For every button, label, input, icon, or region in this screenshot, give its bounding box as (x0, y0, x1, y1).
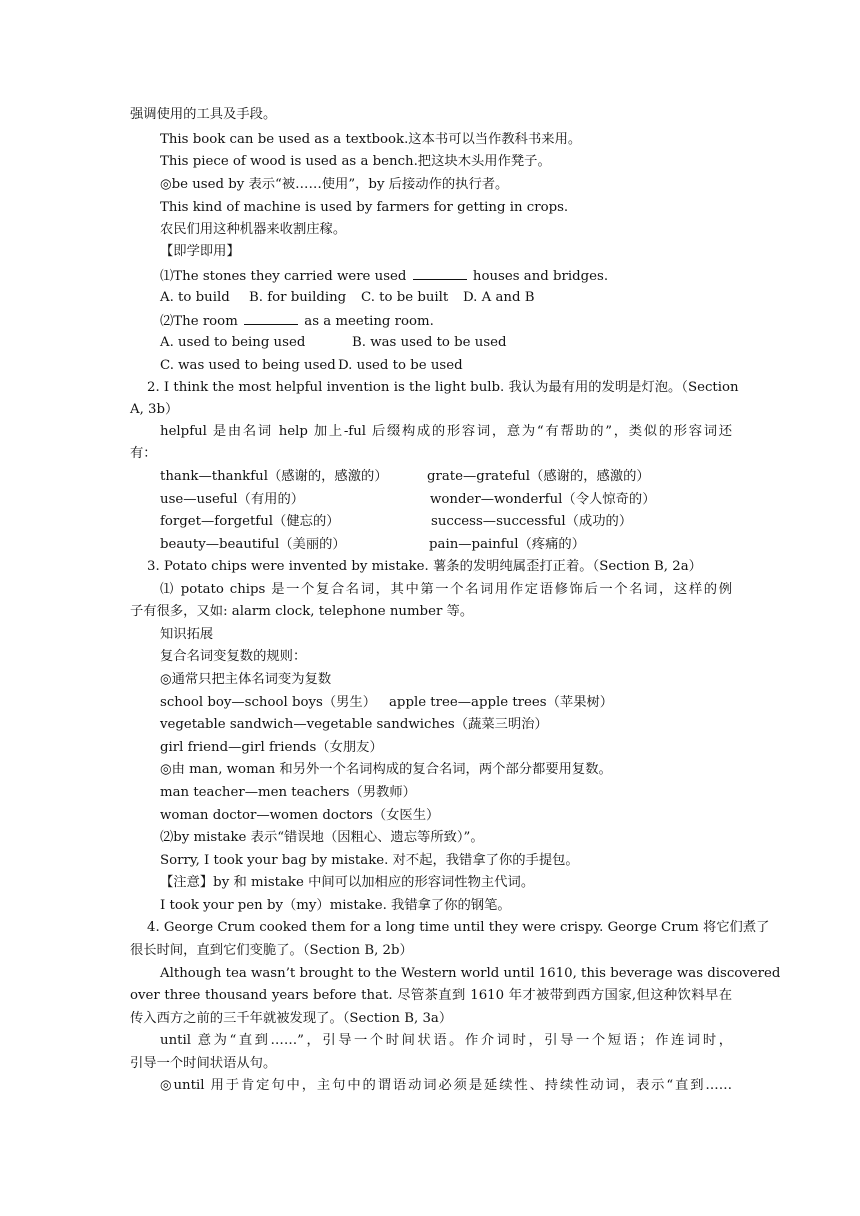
text-line: 有： (130, 446, 157, 461)
option-a: A. to build (160, 290, 230, 305)
text-line: girl friend—girl friends（女朋友） (160, 740, 383, 755)
text-line: This kind of machine is used by farmers for getting in crops. (160, 200, 569, 215)
question-text: ⑴The stones they carried were used (160, 269, 407, 284)
text-line: 传入西方之前的三千年就被发现了。（Section B, 3a） (130, 1011, 453, 1026)
text-line: 2. I think the most helpful invention is the light bulb. 我认为最有用的发明是灯泡。（Section (147, 380, 739, 395)
text-line: A, 3b） (130, 402, 179, 417)
word-pair: wonder—wonderful（令人惊奇的） (430, 492, 656, 507)
text-line: Although tea wasn’t brought to the Western world until 1610, this beverage was discovered (160, 966, 781, 981)
text-line: ◎通常只把主体名词变为复数 (160, 672, 332, 687)
option-d: D. A and B (463, 290, 535, 305)
text-line: 知识拓展 (160, 627, 214, 642)
text-line: ◎由 man, woman 和另外一个名词构成的复合名词，两个部分都要用复数。 (160, 762, 612, 777)
text-line: ◎be used by 表示“被……使用”，by 后接动作的执行者。 (160, 177, 509, 192)
text-line: 引导一个时间状语从句。 (130, 1056, 277, 1071)
word-pair: apple tree—apple trees（苹果树） (389, 695, 614, 710)
text-line: 很长时间，直到它们变脆了。（Section B, 2b） (130, 943, 413, 958)
text-line: 3. Potato chips were invented by mistake. 薯条的发明纯属歪打正着。（Section B, 2a） (147, 559, 702, 574)
text-line: 【注意】by 和 mistake 中间可以加相应的形容词性物主代词。 (160, 875, 535, 890)
section-heading: 【即学即用】 (160, 244, 240, 259)
text-line: vegetable sandwich—vegetable sandwiches（蔬菜三明治） (160, 717, 548, 732)
word-pair: success—successful（成功的） (431, 514, 633, 529)
option-d: D. used to be used (338, 358, 463, 373)
text-line: This piece of wood is used as a bench.把这块木头用作凳子。 (160, 154, 551, 169)
exercise-question-1 (160, 265, 608, 287)
question-text: as a meeting room. (304, 314, 434, 329)
answer-blank (413, 265, 467, 280)
text-line: ⑴ potato chips 是一个复合名词，其中第一个名词用作定语修饰后一个名词，这样的例 (160, 582, 732, 597)
text-line: woman doctor—women doctors（女医生） (160, 808, 440, 823)
exercise-question-2 (160, 310, 434, 332)
word-pair: beauty—beautiful（美丽的） (160, 537, 346, 552)
text-line: helpful 是由名词 help 加上-ful 后缀构成的形容词，意为“有帮助的”，类似的形容词还 (160, 424, 732, 439)
word-pair: forget—forgetful（健忘的） (160, 514, 340, 529)
option-c: C. to be built (361, 290, 449, 305)
text-line: 复合名词变复数的规则： (160, 649, 307, 664)
text-line: This book can be used as a textbook.这本书可以当作教科书来用。 (160, 132, 582, 147)
word-pair: grate—grateful（感谢的，感激的） (427, 469, 650, 484)
answer-blank (244, 310, 298, 325)
text-line: Sorry, I took your bag by mistake. 对不起，我错拿了你的手提包。 (160, 853, 579, 868)
text-line: I took your pen by（my）mistake. 我错拿了你的钢笔。 (160, 898, 511, 913)
question-text: ⑵The room (160, 314, 238, 329)
word-pair: use—useful（有用的） (160, 492, 305, 507)
text-line: ◎until 用于肯定句中，主句中的谓语动词必须是延续性、持续性动词，表示“直到…… (160, 1078, 732, 1093)
option-b: B. for building (249, 290, 347, 305)
text-line: 农民们用这种机器来收割庄稼。 (160, 222, 347, 237)
option-c: C. was used to being used (160, 358, 336, 373)
text-line: until 意为“直到……”，引导一个时间状语。作介词时，引导一个短语；作连词时， (160, 1033, 732, 1048)
text-line: ⑵by mistake 表示“错误地（因粗心、遗忘等所致）”。 (160, 830, 484, 845)
text-line: 强调使用的工具及手段。 (130, 107, 277, 122)
question-text: houses and bridges. (472, 269, 609, 284)
text-line: man teacher—men teachers（男教师） (160, 785, 416, 800)
word-pair: pain—painful（疼痛的） (429, 537, 586, 552)
word-pair: thank—thankful（感谢的，感激的） (160, 469, 388, 484)
option-b: B. was used to be used (352, 335, 507, 350)
option-a: A. used to being used (160, 335, 306, 350)
text-line: 子有很多，又如: alarm clock, telephone number 等。 (130, 604, 474, 619)
text-line: 4. George Crum cooked them for a long time until they were crispy. George Crum 将它们煮了 (147, 920, 770, 935)
text-line: over three thousand years before that. 尽管茶直到 1610 年才被带到西方国家,但这种饮料早在 (130, 988, 732, 1003)
word-pair: school boy—school boys（男生） (160, 695, 377, 710)
